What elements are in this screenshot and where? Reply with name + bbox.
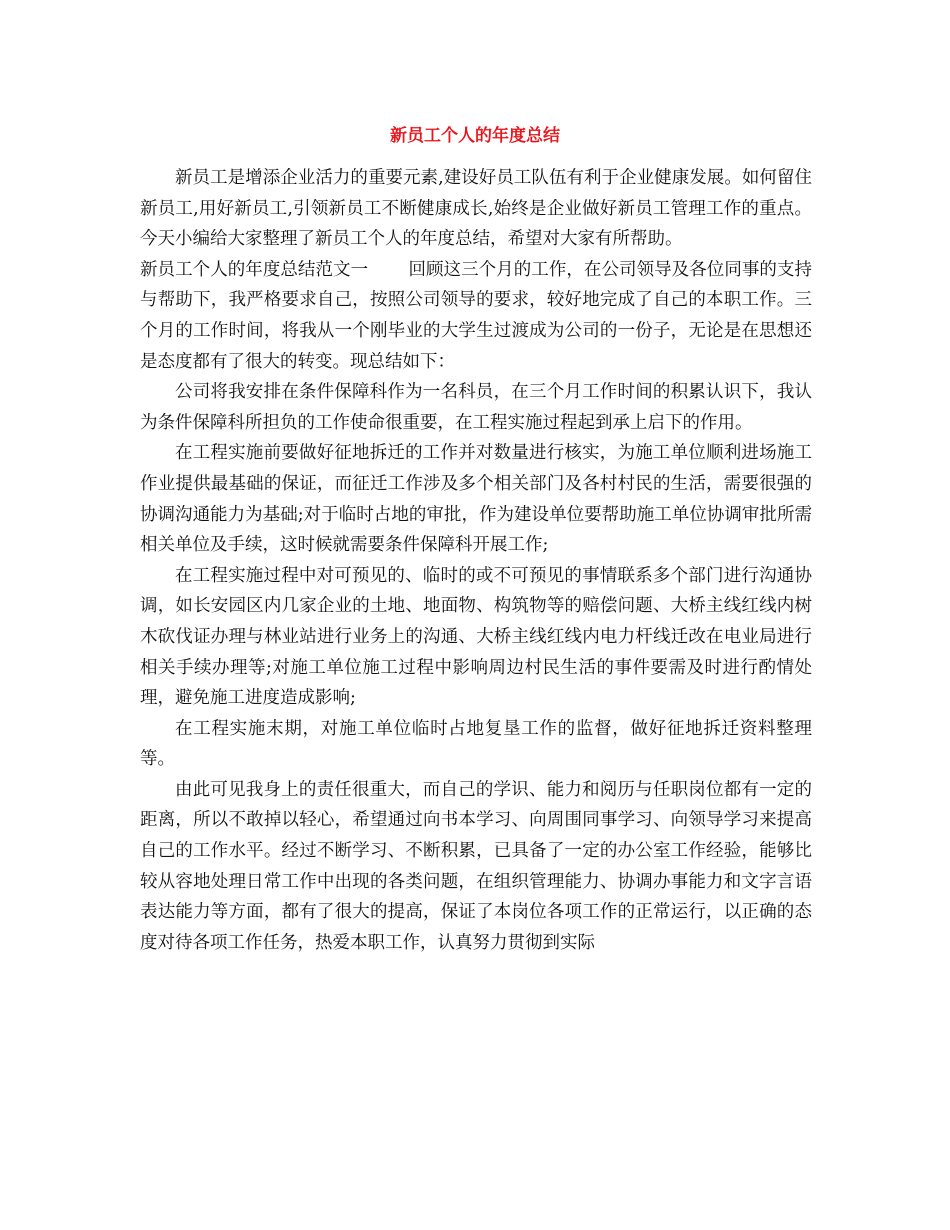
body-paragraph-2: 在工程实施前要做好征地拆迁的工作并对数量进行核实，为施工单位顺利进场施工作业提供最基础的保证，而征迁工作涉及多个相关部门及各村村民的生活，需要很强的协调沟通能力为基础;对于临时占地的审批，作为建设单位要帮助施工单位协调审批所需相关单位及手续，这时候就需要条件保障科开展工作; [140,443,812,556]
intro-text: 新员工是增添企业活力的重要元素,建设好员工队伍有利于企业健康发展。如何留住新员工,用好新员工,引领新员工不断健康成长,始终是企业做好新员工管理工作的重点。今天小编给大家整理了新员工个人的年度总结，希望对大家有所帮助。 [140,168,812,250]
section-heading: 新员工个人的年度总结范文一 [140,259,369,280]
intro-paragraph [140,163,812,255]
body-paragraph-1: 公司将我安排在条件保障科作为一名科员，在三个月工作时间的积累认识下，我认为条件保障科所担负的工作使命很重要，在工程实施过程起到承上启下的作用。 [140,382,812,433]
document-body [140,163,812,958]
document-title: 新员工个人的年度总结 [390,126,560,146]
section-paragraph [140,255,812,377]
body-paragraph-5: 由此可见我身上的责任很重大，而自己的学识、能力和阅历与任职岗位都有一定的距离，所以不敢掉以轻心，希望通过向书本学习、向周围同事学习、向领导学习来提高自己的工作水平。经过不断学习、不断积累，已具备了一定的办公室工作经验，能够比较从容地处理日常工作中出现的各类问题，在组织管理能力、协调办事能力和文字言语表达能力等方面，都有了很大的提高，保证了本岗位各项工作的正常运行，以正确的态度对待各项工作任务，热爱本职工作，认真努力贯彻到实际 [140,779,812,953]
body-paragraph-3: 在工程实施过程中对可预见的、临时的或不可预见的事情联系多个部门进行沟通协调，如长安园区内几家企业的土地、地面物、构筑物等的赔偿问题、大桥主线红线内树木砍伐证办理与林业站进行业务上的沟通、大桥主线红线内电力杆线迁改在电业局进行相关手续办理等;对施工单位施工过程中影响周边村民生活的事件要需及时进行酌情处理，避免施工进度造成影响; [140,565,812,709]
section-lead-text: 回顾这三个月的工作，在公司领导及各位同事的支持与帮助下，我严格要求自己，按照公司领导的要求，较好地完成了自己的本职工作。三个月的工作时间，将我从一个刚毕业的大学生过渡成为公司的一份子，无论是在思想还是态度都有了很大的转变。现总结如下： [140,259,813,372]
body-paragraph-4: 在工程实施末期，对施工单位临时占地复垦工作的监督，做好征地拆迁资料整理等。 [140,718,812,770]
